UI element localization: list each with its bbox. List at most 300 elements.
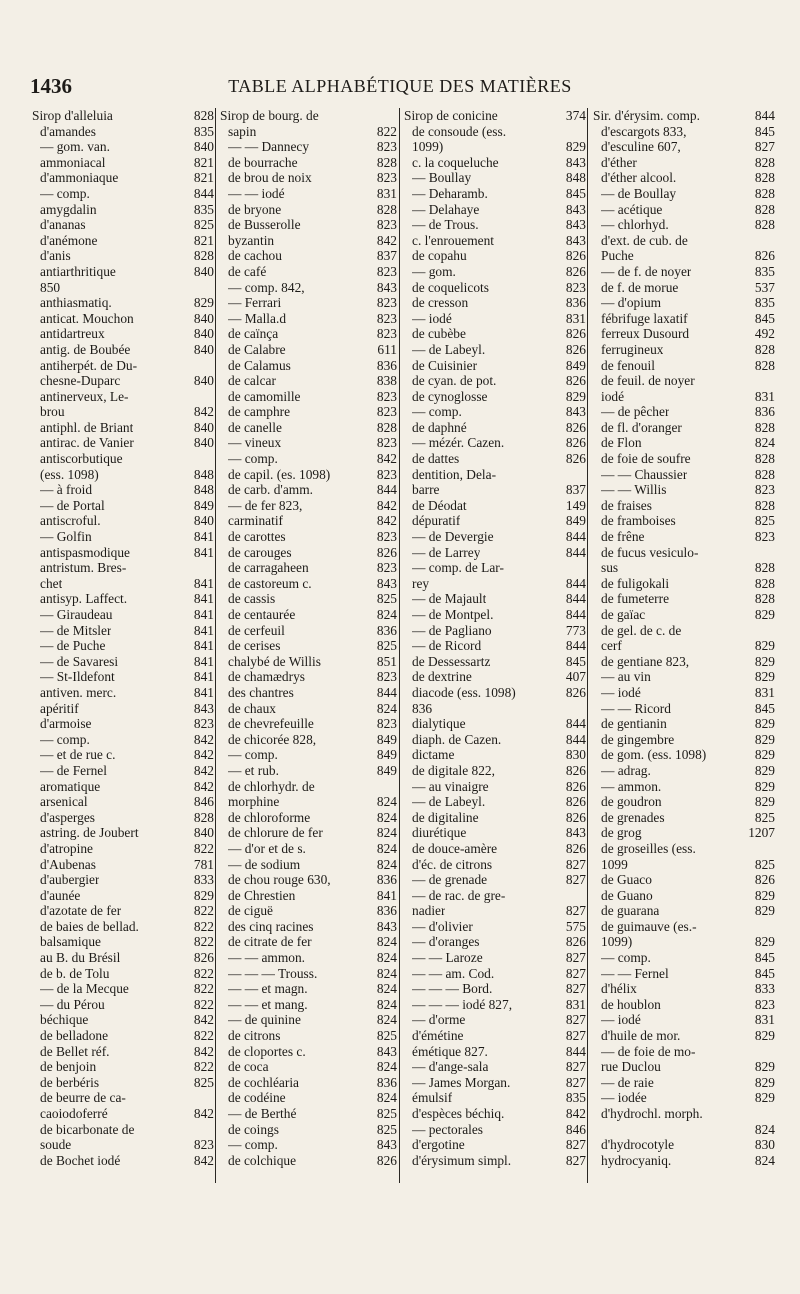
entry-term: antig. de Boubée <box>40 341 131 357</box>
index-entry <box>593 342 775 358</box>
index-entry <box>404 763 586 779</box>
entry-page-ref: 781 <box>193 856 214 872</box>
index-entry <box>220 311 397 327</box>
entry-term: — à froid <box>40 482 93 498</box>
entry-term: anthiasmatiq. <box>40 295 112 311</box>
index-entry <box>593 280 775 296</box>
entry-term: — de Fernel <box>40 762 107 778</box>
index-entry <box>32 280 214 296</box>
entry-page-ref: 841 <box>193 544 214 560</box>
index-entry <box>32 1137 214 1153</box>
entry-page-ref: 848 <box>193 466 214 482</box>
entry-page-ref: 843 <box>565 404 586 420</box>
entry-page-ref: 829 <box>565 139 586 155</box>
index-entry <box>593 701 775 717</box>
index-entry <box>32 576 214 592</box>
entry-term: de coings <box>228 1121 279 1137</box>
index-entry <box>593 872 775 888</box>
page-header <box>30 74 770 102</box>
entry-term: — gom. <box>412 263 456 279</box>
entry-term: — chlorhyd. <box>601 217 669 233</box>
index-entry <box>32 1122 214 1138</box>
index-entry <box>593 1044 775 1060</box>
entry-page-ref: 842 <box>193 762 214 778</box>
index-entry <box>32 170 214 186</box>
entry-term: de framboises <box>601 513 676 529</box>
entry-term: hydrocyaniq. <box>601 1152 672 1168</box>
page-number: 1436 <box>30 74 72 98</box>
entry-page-ref: 843 <box>565 154 586 170</box>
entry-term: de carouges <box>228 544 292 560</box>
index-entry <box>220 934 397 950</box>
index-entry <box>593 607 775 623</box>
index-entry <box>220 966 397 982</box>
entry-term: amygdalin <box>40 201 97 217</box>
entry-page-ref: 835 <box>754 295 775 311</box>
entry-term: 836 <box>412 700 433 716</box>
entry-term: de frêne <box>601 529 645 545</box>
index-entry <box>593 295 775 311</box>
entry-page-ref: 844 <box>376 482 397 498</box>
entry-term: — d'ange-sala <box>412 1059 489 1075</box>
entry-page-ref: 841 <box>193 607 214 622</box>
entry-page-ref: 827 <box>565 903 586 919</box>
entry-term: de goudron <box>601 794 662 810</box>
index-entry <box>593 576 775 592</box>
entry-page-ref: 825 <box>754 809 775 825</box>
index-entry <box>404 888 586 904</box>
entry-page-ref: 826 <box>565 794 586 810</box>
entry-term: — de Pagliano <box>412 622 492 638</box>
entry-term: de Flon <box>601 435 642 451</box>
entry-page-ref: 843 <box>376 1137 397 1153</box>
entry-term: antiherpét. de Du- <box>40 357 138 373</box>
index-entry <box>404 1028 586 1044</box>
index-entry <box>593 638 775 654</box>
entry-term: de coca <box>228 1059 269 1075</box>
index-entry <box>220 217 397 233</box>
index-entry <box>32 607 214 623</box>
entry-page-ref: 844 <box>565 591 586 607</box>
index-entry <box>404 716 586 732</box>
index-entry <box>404 623 586 639</box>
index-entry <box>220 404 397 420</box>
entry-term: rue Duclou <box>601 1059 661 1075</box>
index-entry <box>404 280 586 296</box>
entry-page-ref: 829 <box>754 669 775 685</box>
index-entry <box>32 155 214 171</box>
entry-term: de castoreum c. <box>228 575 312 591</box>
entry-term: d'ammoniaque <box>40 170 119 186</box>
index-entry <box>593 467 775 483</box>
entry-term: de cassis <box>228 591 276 607</box>
index-entry <box>404 1090 586 1106</box>
entry-page-ref: 841 <box>193 575 214 591</box>
index-column-1 <box>32 108 214 1168</box>
entry-page-ref: 842 <box>376 451 397 467</box>
entry-page-ref: 836 <box>376 1074 397 1090</box>
entry-term: — comp. <box>228 451 278 467</box>
index-entry <box>220 1075 397 1091</box>
entry-term: de Déodat <box>412 497 467 513</box>
index-entry <box>593 919 775 935</box>
entry-term: de chicorée 828, <box>228 731 317 747</box>
entry-term: — comp. <box>228 1137 278 1153</box>
entry-term: d'érysimum simpl. <box>412 1152 512 1168</box>
entry-term: d'anis <box>40 248 71 264</box>
entry-page-ref: 840 <box>193 419 214 435</box>
entry-page-ref: 823 <box>376 669 397 685</box>
index-entry <box>32 1044 214 1060</box>
entry-page-ref: 824 <box>376 934 397 950</box>
index-entry <box>220 716 397 732</box>
entry-term: d'azotate de fer <box>40 903 122 919</box>
entry-term: des cinq racines <box>228 918 314 934</box>
index-column-4 <box>593 108 775 1168</box>
entry-page-ref: 835 <box>193 123 214 139</box>
index-entry <box>220 529 397 545</box>
index-entry <box>32 451 214 467</box>
index-entry <box>32 498 214 514</box>
index-entry <box>404 186 586 202</box>
entry-term: — de Boullay <box>601 185 677 201</box>
entry-page-ref: 829 <box>754 794 775 810</box>
index-entry <box>404 576 586 592</box>
index-entry <box>220 233 397 249</box>
entry-page-ref: 374 <box>565 108 586 123</box>
index-entry <box>404 373 586 389</box>
entry-term: — adrag. <box>601 762 651 778</box>
index-entry <box>220 1044 397 1060</box>
index-entry <box>404 747 586 763</box>
entry-page-ref: 843 <box>565 201 586 217</box>
entry-page-ref: 823 <box>376 310 397 326</box>
entry-page-ref: 829 <box>754 638 775 654</box>
entry-page-ref: 836 <box>376 357 397 373</box>
entry-term: — de quinine <box>228 1012 301 1028</box>
entry-page-ref: 838 <box>376 373 397 389</box>
entry-page-ref: 845 <box>754 123 775 139</box>
entry-term: de cochléaria <box>228 1074 299 1090</box>
index-entry <box>404 358 586 374</box>
entry-term: de cerises <box>228 638 281 654</box>
entry-term: d'anémone <box>40 232 98 248</box>
index-entry <box>220 919 397 935</box>
entry-page-ref: 841 <box>193 591 214 607</box>
index-entry <box>32 950 214 966</box>
index-entry <box>220 139 397 155</box>
index-entry <box>404 326 586 342</box>
entry-page-ref: 831 <box>565 996 586 1012</box>
index-entry <box>593 779 775 795</box>
index-entry <box>32 1153 214 1169</box>
entry-page-ref: 824 <box>376 840 397 856</box>
index-entry <box>404 685 586 701</box>
index-entry <box>32 654 214 670</box>
entry-term: d'émétine <box>412 1028 464 1044</box>
index-entry <box>593 1028 775 1044</box>
entry-term: — comp. 842, <box>228 279 305 295</box>
entry-page-ref: 823 <box>565 279 586 295</box>
index-entry <box>593 529 775 545</box>
entry-page-ref: 829 <box>754 731 775 747</box>
entry-page-ref: 826 <box>754 872 775 888</box>
entry-page-ref: 828 <box>376 154 397 170</box>
entry-term: dentition, Dela- <box>412 466 497 482</box>
entry-page-ref: 837 <box>376 248 397 264</box>
entry-term: antiphl. de Briant <box>40 419 134 435</box>
entry-term: de camomille <box>228 388 301 404</box>
entry-page-ref: 827 <box>565 965 586 981</box>
entry-term: — de Savaresi <box>40 653 119 669</box>
entry-page-ref: 849 <box>376 731 397 747</box>
entry-term: d'aunée <box>40 887 81 903</box>
entry-term: de Busserolle <box>228 217 301 233</box>
index-entry <box>593 358 775 374</box>
index-entry <box>404 264 586 280</box>
entry-term: brou <box>40 404 65 420</box>
entry-page-ref: 829 <box>754 653 775 669</box>
index-entry <box>32 545 214 561</box>
entry-term: des chantres <box>228 684 294 700</box>
index-entry <box>593 857 775 873</box>
entry-term: émétique 827. <box>412 1043 488 1059</box>
entry-term: byzantin <box>228 232 275 248</box>
index-entry <box>220 248 397 264</box>
index-entry <box>220 170 397 186</box>
entry-page-ref: 836 <box>565 295 586 311</box>
entry-page-ref: 827 <box>565 856 586 872</box>
index-entry <box>220 685 397 701</box>
index-entry <box>32 342 214 358</box>
index-entry <box>404 1059 586 1075</box>
entry-term: — de Larrey <box>412 544 481 560</box>
entry-term: — — Chaussier <box>601 466 688 482</box>
entry-term: de grenades <box>601 809 665 825</box>
entry-term: de cyan. de pot. <box>412 373 497 389</box>
entry-page-ref: 844 <box>565 544 586 560</box>
index-entry <box>220 654 397 670</box>
entry-term: nadier <box>412 903 446 919</box>
index-entry <box>593 264 775 280</box>
entry-page-ref: 824 <box>376 809 397 825</box>
column-rule <box>587 108 588 1183</box>
entry-term: soude <box>40 1137 72 1153</box>
entry-term: d'ananas <box>40 217 86 233</box>
index-entry <box>220 888 397 904</box>
entry-term: béchique <box>40 1012 89 1028</box>
index-entry <box>404 233 586 249</box>
entry-term: de digitale 822, <box>412 762 495 778</box>
index-entry <box>220 638 397 654</box>
entry-term: — acétique <box>601 201 663 217</box>
entry-term: de fumeterre <box>601 591 670 607</box>
index-entry <box>32 373 214 389</box>
entry-term: diurétique <box>412 825 467 841</box>
index-entry <box>220 513 397 529</box>
entry-term: d'espèces béchiq. <box>412 1106 505 1121</box>
entry-term: — de la Mecque <box>40 981 129 997</box>
entry-page-ref: 828 <box>754 201 775 217</box>
index-entry <box>32 389 214 405</box>
index-entry <box>593 560 775 576</box>
entry-page-ref: 833 <box>193 872 214 888</box>
index-entry <box>32 202 214 218</box>
index-entry <box>32 404 214 420</box>
entry-page-ref: 407 <box>565 669 586 685</box>
entry-term: de dattes <box>412 451 460 467</box>
entry-term: de douce-amère <box>412 840 498 856</box>
entry-page-ref: 828 <box>754 357 775 373</box>
entry-term: arsenical <box>40 794 88 810</box>
entry-page-ref: 823 <box>376 435 397 451</box>
entry-page-ref: 827 <box>565 872 586 888</box>
index-entry <box>593 1137 775 1153</box>
entry-page-ref: 825 <box>376 591 397 607</box>
index-entry <box>220 857 397 873</box>
entry-term: — d'oranges <box>412 934 480 950</box>
index-entry <box>32 482 214 498</box>
entry-term: de digitaline <box>412 809 479 825</box>
index-entry <box>593 810 775 826</box>
entry-page-ref: 823 <box>376 139 397 155</box>
entry-page-ref: 492 <box>754 326 775 342</box>
index-entry <box>220 560 397 576</box>
index-entry <box>220 997 397 1013</box>
entry-page-ref: 842 <box>193 1106 214 1121</box>
index-entry <box>593 669 775 685</box>
entry-page-ref: 822 <box>193 981 214 997</box>
entry-page-ref: 537 <box>754 279 775 295</box>
entry-page-ref: 841 <box>376 887 397 903</box>
index-entry <box>32 841 214 857</box>
entry-page-ref: 826 <box>565 934 586 950</box>
index-entry <box>220 482 397 498</box>
entry-page-ref: 846 <box>193 794 214 810</box>
entry-term: d'ext. de cub. de <box>601 232 688 248</box>
entry-term: de Dessessartz <box>412 653 491 669</box>
index-entry <box>220 669 397 685</box>
entry-term: (ess. 1098) <box>40 466 99 482</box>
entry-page-ref: 828 <box>754 560 775 576</box>
entry-term: de chaux <box>228 700 276 716</box>
entry-term: — de Labeyl. <box>412 341 486 357</box>
entry-term: de fucus vesiculo- <box>601 544 699 560</box>
entry-term: iodé <box>601 388 625 404</box>
index-entry <box>220 623 397 639</box>
entry-page-ref: 842 <box>193 1012 214 1028</box>
entry-term: de carb. d'amm. <box>228 482 313 498</box>
entry-term: d'ergotine <box>412 1137 465 1153</box>
index-entry <box>32 591 214 607</box>
entry-term: d'Aubenas <box>40 856 96 872</box>
entry-page-ref: 826 <box>565 248 586 264</box>
index-entry <box>220 280 397 296</box>
entry-term: de chlorhydr. de <box>228 778 315 794</box>
entry-term: — — iodé <box>228 185 285 201</box>
entry-term: de colchique <box>228 1152 297 1168</box>
entry-page-ref: 829 <box>754 1090 775 1106</box>
entry-term: de foie de soufre <box>601 451 691 467</box>
index-entry <box>32 701 214 717</box>
index-entry <box>32 1028 214 1044</box>
entry-page-ref: 823 <box>376 716 397 732</box>
entry-page-ref: 842 <box>376 513 397 529</box>
index-entry <box>220 1028 397 1044</box>
entry-term: antiven. merc. <box>40 684 117 700</box>
index-entry <box>404 404 586 420</box>
entry-page-ref: 848 <box>565 170 586 186</box>
entry-page-ref: 829 <box>754 903 775 919</box>
index-entry <box>593 623 775 639</box>
entry-page-ref: 831 <box>754 1012 775 1028</box>
index-entry <box>404 435 586 451</box>
index-entry <box>220 108 397 124</box>
index-entry <box>32 124 214 140</box>
entry-page-ref: 826 <box>565 840 586 856</box>
entry-page-ref: 845 <box>754 965 775 981</box>
entry-term: — Delahaye <box>412 201 480 217</box>
entry-page-ref: 824 <box>376 1090 397 1106</box>
index-entry <box>404 170 586 186</box>
entry-page-ref: 844 <box>193 185 214 201</box>
index-entry <box>404 903 586 919</box>
entry-term: — iodé <box>601 1012 641 1028</box>
entry-term: de cloportes c. <box>228 1043 306 1059</box>
entry-page-ref: 831 <box>754 684 775 700</box>
entry-term: — de Ricord <box>412 638 482 654</box>
index-entry <box>404 950 586 966</box>
entry-term: — iodé <box>412 310 452 326</box>
index-entry <box>220 467 397 483</box>
index-entry <box>593 747 775 763</box>
entry-term: ammoniacal <box>40 154 106 170</box>
index-entry <box>404 248 586 264</box>
index-entry <box>404 934 586 950</box>
entry-term: — de foie de mo- <box>601 1043 696 1059</box>
entry-page-ref: 822 <box>193 965 214 981</box>
entry-term: de carottes <box>228 529 286 545</box>
entry-page-ref: 842 <box>193 731 214 747</box>
index-entry <box>220 373 397 389</box>
entry-page-ref: 849 <box>565 357 586 373</box>
entry-term: — de Berthé <box>228 1106 297 1121</box>
index-entry <box>32 747 214 763</box>
index-entry <box>220 1090 397 1106</box>
entry-term: — comp. <box>412 404 462 420</box>
index-entry <box>593 124 775 140</box>
index-entry <box>593 202 775 218</box>
entry-term: — de grenade <box>412 872 488 888</box>
entry-term: — — et magn. <box>228 981 308 997</box>
entry-term: d'amandes <box>40 123 96 139</box>
index-entry <box>404 451 586 467</box>
entry-term: de berbéris <box>40 1074 100 1090</box>
entry-page-ref: 822 <box>376 123 397 139</box>
entry-term: chet <box>40 575 63 591</box>
entry-term: de benjoin <box>40 1059 97 1075</box>
index-entry <box>32 1075 214 1091</box>
entry-page-ref: 828 <box>754 591 775 607</box>
index-entry <box>593 763 775 779</box>
entry-page-ref: 835 <box>193 201 214 217</box>
entry-page-ref: 829 <box>193 887 214 903</box>
index-entry <box>32 435 214 451</box>
entry-term: de codéine <box>228 1090 286 1106</box>
entry-term: Sir. d'érysim. comp. <box>593 108 700 123</box>
index-entry <box>32 295 214 311</box>
entry-page-ref: 843 <box>376 1043 397 1059</box>
